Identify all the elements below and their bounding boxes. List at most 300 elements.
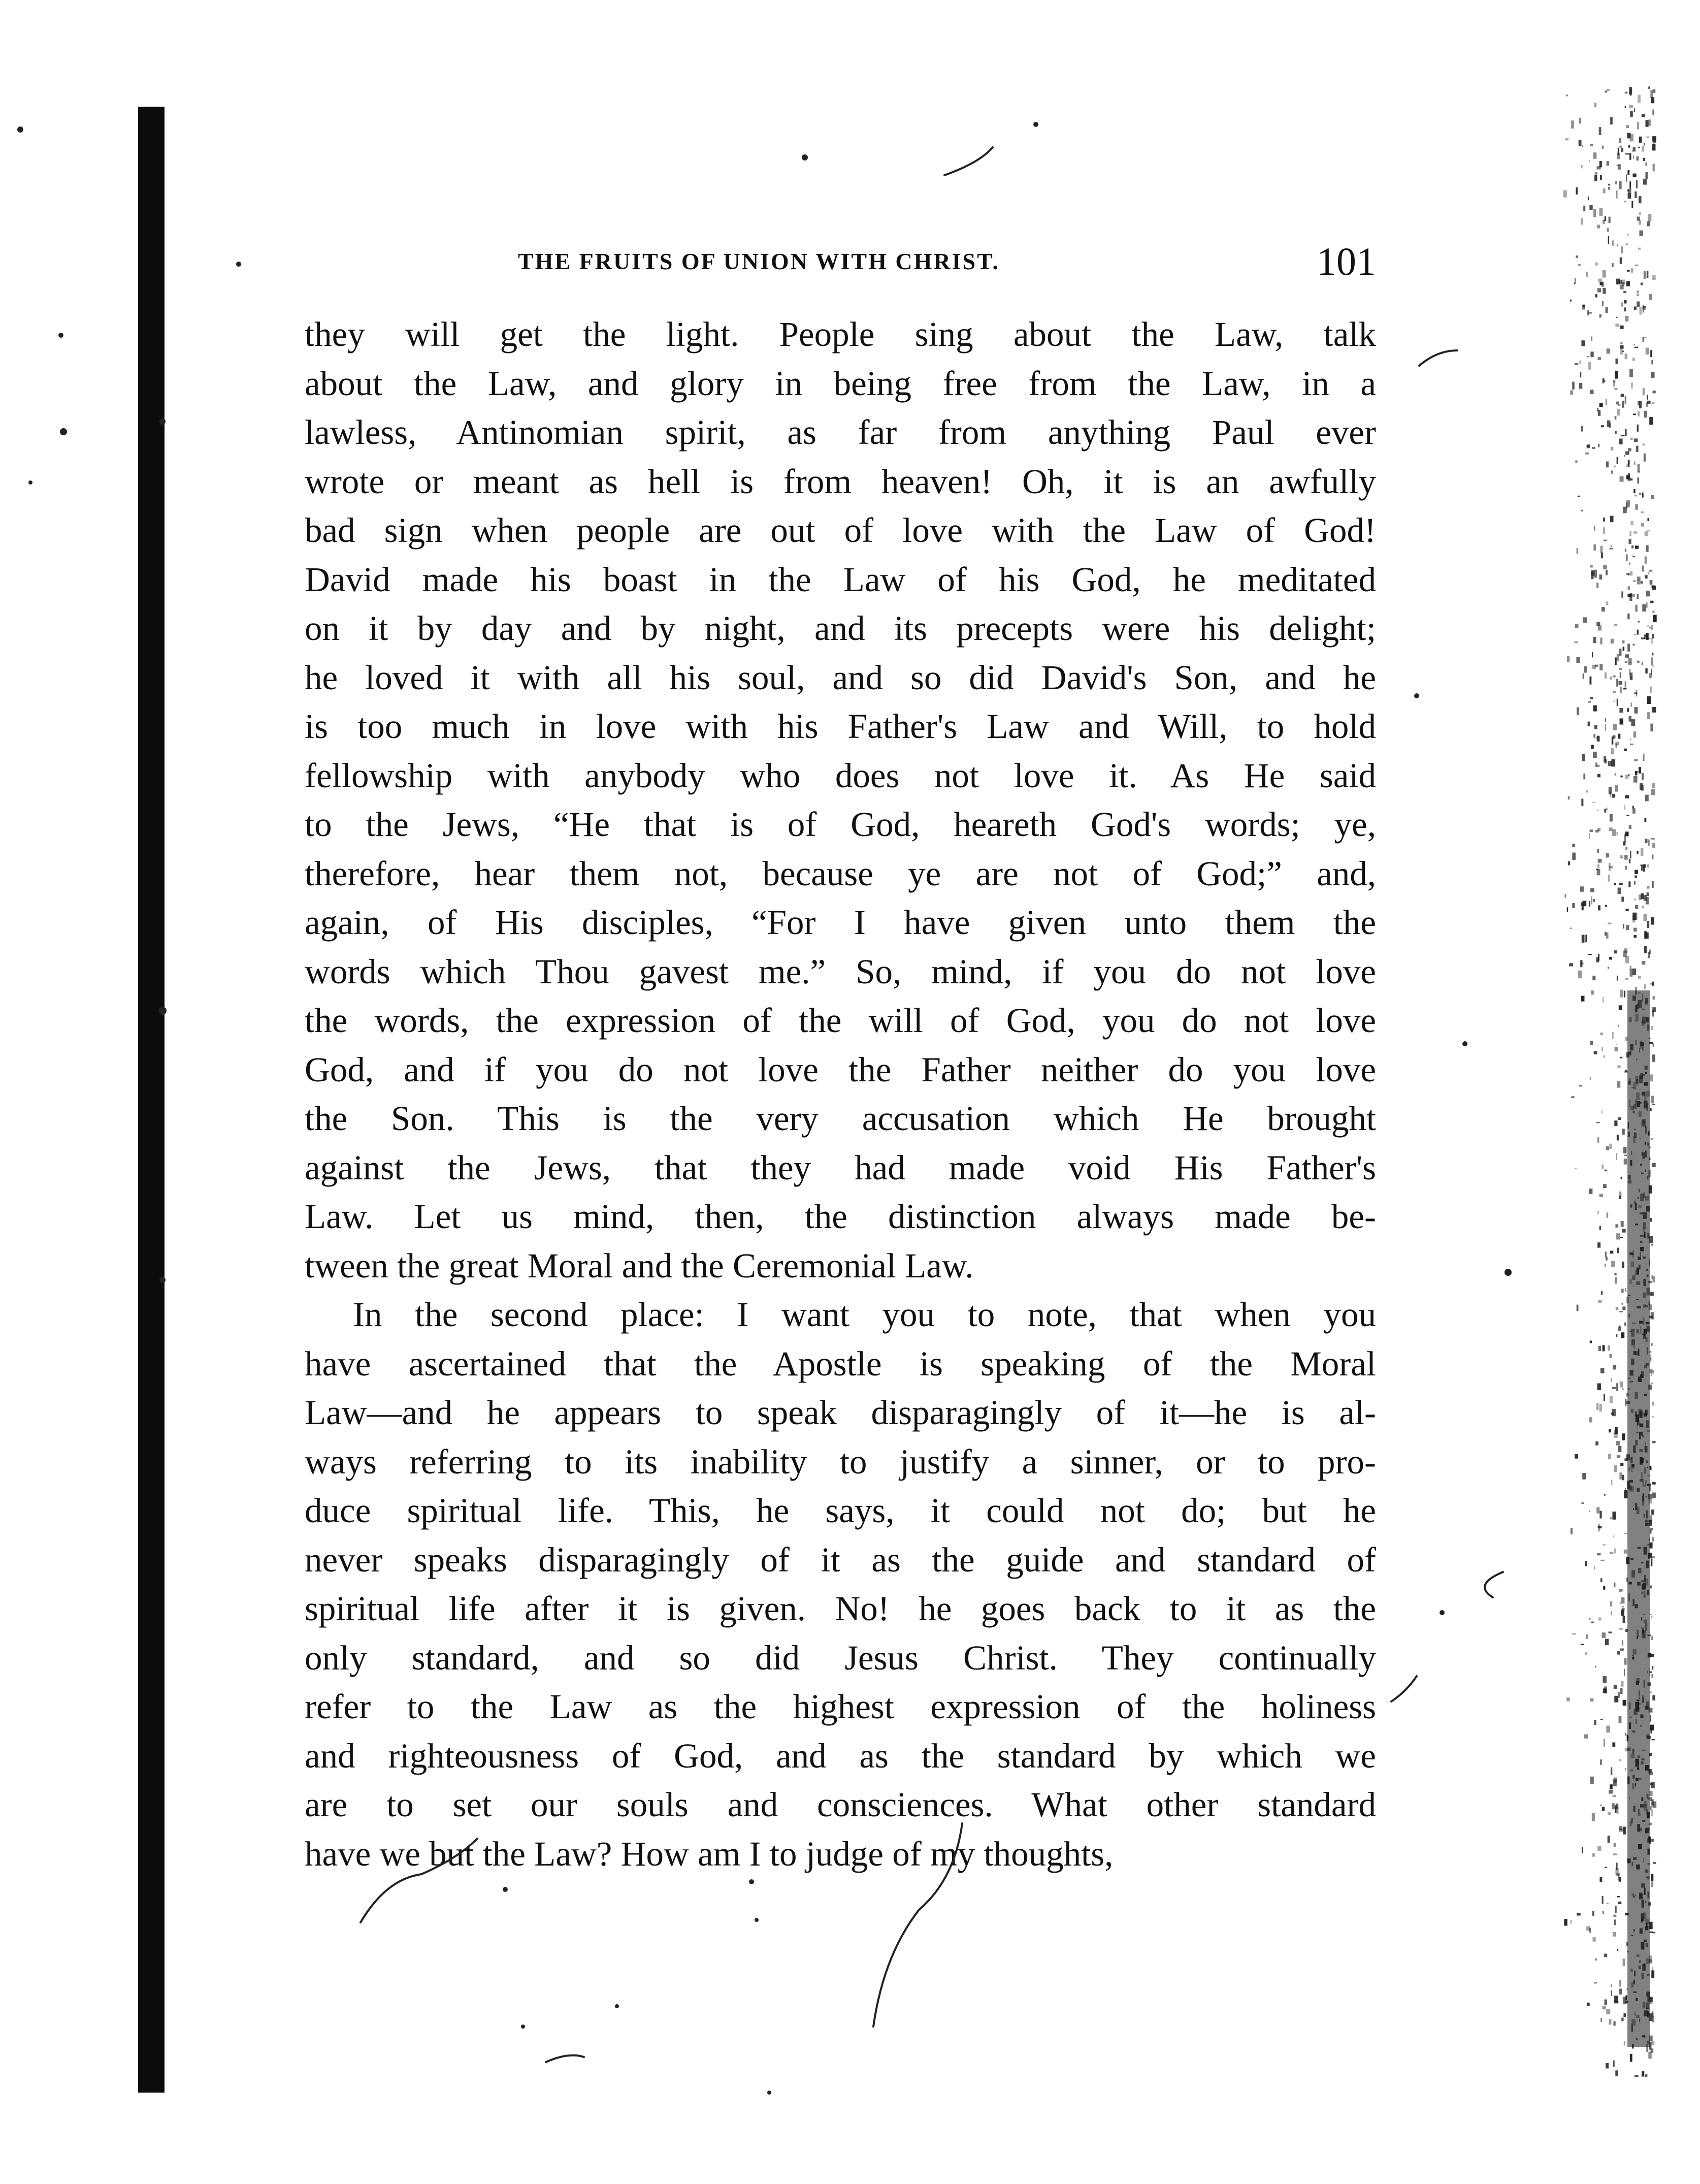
noise-speck [1631,201,1633,208]
noise-speck [1571,1528,1573,1535]
noise-speck [1624,201,1626,202]
noise-speck [1646,668,1648,673]
noise-speck [1623,647,1625,651]
noise-speck [1613,700,1615,701]
noise-speck [1587,356,1589,358]
noise-speck [1652,653,1653,656]
noise-speck [1633,776,1638,783]
noise-speck [1625,1288,1626,1292]
noise-speck [1652,136,1656,141]
noise-speck [1613,2061,1615,2067]
noise-speck [1638,248,1641,250]
noise-speck [1650,1528,1653,1531]
noise-speck [1649,673,1652,678]
noise-speck [1645,2074,1647,2077]
noise-speck [1623,1616,1625,1623]
noise-speck [1617,654,1619,661]
noise-speck [1576,657,1580,663]
noise-speck [1609,1144,1612,1149]
noise-speck [1607,1903,1609,1904]
noise-speck [1572,382,1575,390]
noise-speck [1587,2003,1590,2006]
noise-speck [1594,175,1597,181]
noise-speck [1591,570,1595,576]
noise-speck [1634,461,1636,465]
noise-speck [1591,745,1594,749]
noise-speck [1571,120,1574,129]
noise-speck [1620,348,1623,355]
noise-speck [1589,160,1590,162]
noise-speck [1629,153,1631,160]
noise-speck [1618,1025,1619,1027]
noise-speck [1564,1919,1567,1925]
noise-speck [1594,1051,1597,1054]
noise-speck [1624,805,1625,810]
noise-speck [1606,462,1609,468]
noise-speck [1590,144,1593,146]
noise-speck [1651,1026,1653,1030]
noise-speck [1652,783,1655,788]
noise-speck [1629,562,1630,565]
noise-speck [1632,969,1636,975]
noise-speck [1583,617,1587,623]
noise-speck [1650,1614,1652,1615]
noise-speck [1612,829,1616,836]
noise-speck [1623,1997,1626,2004]
noise-speck [1598,905,1600,910]
noise-speck [1647,271,1649,278]
noise-speck [1611,447,1613,451]
noise-speck [1625,1769,1626,1771]
text-line: to the Jews, “He that is of God, heareth God's words; ye, [305,805,1376,844]
noise-speck [1653,1862,1656,1864]
noise-speck [1604,1686,1607,1693]
noise-speck [1629,369,1633,377]
noise-speck [1599,1404,1602,1411]
noise-speck [1580,361,1582,364]
noise-speck [1652,611,1654,613]
noise-speck [1634,759,1638,761]
noise-speck [1649,627,1651,629]
paragraph-1 [305,310,1376,1290]
text-line: Law. Let us mind, then, the distinction always made be- [305,1197,1376,1236]
noise-speck [1640,231,1644,236]
noise-speck [1609,787,1612,794]
noise-speck [1608,1836,1610,1843]
noise-speck [1605,718,1606,722]
noise-speck [1592,447,1595,449]
noise-speck [1624,1533,1627,1534]
noise-speck [1629,825,1631,829]
noise-speck [1603,270,1606,278]
noise-speck [1621,394,1624,397]
noise-speck [1644,931,1647,939]
noise-speck [1652,1163,1655,1167]
noise-speck [1625,549,1626,552]
noise-speck [1620,1649,1624,1651]
body-text [305,310,1376,1878]
noise-speck [1589,1618,1591,1621]
noise-speck [1602,1896,1604,1904]
noise-speck [1590,565,1593,568]
noise-speck [1581,1644,1584,1645]
noise-speck [1651,638,1652,644]
noise-speck [1607,1212,1609,1218]
noise-speck [1652,1493,1656,1499]
noise-speck [1605,724,1606,731]
noise-speck [1652,1666,1654,1669]
noise-speck [1628,448,1631,451]
noise-speck [1598,625,1602,630]
noise-speck [1637,581,1641,585]
noise-speck [1598,357,1601,360]
noise-speck [1641,581,1643,584]
noise-speck [1590,1077,1591,1080]
noise-speck [1611,1480,1613,1485]
noise-speck [1642,443,1645,445]
noise-speck [1626,281,1630,286]
noise-speck [1631,702,1632,706]
noise-speck [1606,601,1609,605]
noise-speck [1641,523,1644,527]
noise-speck [1628,193,1631,199]
noise-speck [1601,425,1604,427]
speck [749,1879,754,1884]
noise-speck [1610,677,1612,680]
noise-speck [1568,861,1570,865]
noise-speck [1613,1535,1614,1537]
noise-speck [1578,264,1581,266]
noise-speck [1624,855,1628,859]
noise-speck [1595,1666,1596,1667]
noise-speck [1616,190,1617,199]
noise-speck [1592,802,1595,803]
noise-speck [1611,1990,1612,1996]
noise-speck [1595,830,1599,832]
noise-speck [1630,738,1631,740]
noise-speck [1622,1475,1624,1481]
noise-speck [1628,658,1632,665]
noise-speck [1642,565,1644,571]
noise-speck [1639,220,1641,225]
noise-speck [1607,348,1611,354]
noise-speck [1606,2009,1610,2014]
noise-speck [1612,1032,1613,1039]
noise-speck [1619,1980,1620,1986]
noise-speck [1612,1743,1615,1747]
noise-speck [1619,668,1622,670]
noise-speck [1575,1454,1578,1459]
noise-speck [1644,914,1647,921]
noise-speck [1610,1601,1613,1607]
noise-speck [1650,1728,1652,1734]
text-line: lawless, Antinomian spirit, as far from anything Paul ever [305,413,1376,452]
noise-speck [1651,1874,1654,1881]
noise-speck [1605,91,1608,93]
noise-speck [1600,1560,1605,1561]
noise-speck [1647,221,1650,227]
noise-speck [1619,138,1621,143]
noise-speck [1603,188,1606,194]
noise-speck [1634,307,1637,310]
noise-speck [1649,119,1651,125]
noise-speck [1630,851,1631,859]
noise-speck [1593,752,1597,758]
noise-speck [1617,153,1620,159]
noise-speck [1615,1047,1618,1051]
pen-stroke [1485,1572,1503,1597]
noise-speck [1630,744,1633,745]
noise-speck [1651,789,1655,795]
noise-speck [1650,90,1653,99]
noise-speck [1637,661,1640,663]
noise-speck [1617,1896,1620,1898]
noise-speck [1605,2000,1608,2005]
text-line: the Son. This is the very accusation which He brought [305,1099,1376,1138]
noise-speck [1637,594,1639,599]
noise-speck [1643,864,1646,868]
noise-speck [1650,1925,1652,1929]
noise-speck [1599,208,1603,216]
noise-speck [1603,1911,1604,1914]
noise-speck [1650,724,1653,732]
noise-speck [1570,391,1573,395]
noise-speck [1652,1370,1655,1373]
noise-speck [1594,725,1597,729]
noise-speck [1609,2019,1611,2025]
noise-speck [1627,234,1628,235]
noise-speck [1613,1932,1616,1937]
noise-speck [1651,1343,1653,1346]
noise-speck [1616,402,1619,405]
text-line: refer to the Law as the highest expression of the holiness [305,1687,1376,1726]
noise-speck [1605,672,1607,679]
noise-speck [1629,716,1631,722]
noise-speck [1640,307,1642,315]
noise-speck [1621,302,1623,307]
noise-speck [1579,383,1582,389]
noise-speck [1614,466,1616,467]
noise-speck [1643,337,1647,338]
noise-speck [1592,1813,1595,1821]
noise-speck [1609,957,1612,960]
noise-speck [1652,1674,1653,1678]
noise-speck [1620,672,1621,679]
noise-speck [1621,1597,1624,1603]
noise-speck [1613,1779,1617,1786]
noise-speck [1614,2000,1616,2001]
noise-speck [1595,1958,1597,1961]
noise-speck [1620,476,1624,482]
noise-speck [1628,573,1630,575]
speck [1462,1041,1467,1046]
noise-speck [1589,833,1590,839]
noise-speck [1624,1323,1626,1326]
noise-speck [1596,1507,1599,1513]
noise-speck [1641,848,1643,856]
noise-speck [1600,1033,1603,1035]
noise-speck [1636,913,1638,920]
noise-speck [1622,1433,1625,1440]
noise-speck [1604,1494,1606,1496]
noise-speck [1608,187,1610,189]
noise-speck [1607,89,1610,91]
noise-speck [1638,411,1640,416]
noise-speck [1621,897,1624,902]
noise-speck [1565,138,1568,140]
noise-speck [1638,147,1640,148]
noise-speck [1593,899,1595,902]
noise-speck [1592,1937,1595,1942]
noise-speck [1629,181,1631,189]
noise-speck [1608,967,1609,969]
noise-speck [1599,1226,1601,1230]
noise-speck [1606,2063,1609,2069]
noise-speck [1605,1867,1607,1868]
noise-speck [1622,1589,1623,1591]
noise-speck [1603,1545,1606,1546]
noise-speck [1630,438,1633,440]
noise-speck [1642,604,1646,612]
noise-speck [1597,869,1600,876]
noise-speck [1644,271,1646,279]
noise-speck [1625,847,1627,850]
noise-speck [1611,1377,1612,1382]
noise-speck [1615,371,1618,379]
noise-speck [1616,1334,1618,1337]
noise-speck [1605,905,1608,907]
noise-speck [1619,708,1623,713]
noise-speck [1591,336,1592,341]
noise-speck [1630,521,1633,525]
noise-speck [1616,1044,1617,1045]
noise-speck [1575,1168,1577,1169]
noise-speck [1649,294,1652,300]
noise-speck [1580,372,1581,377]
noise-speck [1636,446,1639,452]
noise-speck [1652,982,1654,986]
noise-speck [1594,103,1596,107]
noise-speck [1620,1688,1622,1694]
noise-speck [1644,143,1645,145]
noise-speck [1644,411,1647,417]
noise-speck [1614,624,1618,626]
noise-speck [1651,1881,1654,1887]
noise-speck [1568,796,1570,799]
noise-speck [1592,1911,1594,1916]
noise-speck [1619,1589,1622,1592]
noise-speck [1637,156,1639,160]
noise-speck [1619,1326,1621,1328]
noise-speck [1616,1804,1619,1809]
noise-speck [1621,1177,1622,1179]
noise-speck [1620,1057,1622,1058]
noise-speck [1647,696,1651,704]
noise-speck [1625,661,1628,663]
speck [755,1918,759,1922]
noise-speck [1653,391,1656,394]
noise-speck [1614,883,1616,886]
running-head: THE FRUITS OF UNION WITH CHRIST. [518,248,1000,274]
noise-speck [1613,381,1615,387]
noise-speck [1600,175,1602,180]
noise-speck [1590,1041,1593,1045]
noise-speck [1621,1221,1624,1227]
noise-speck [1646,633,1649,640]
noise-speck [1643,754,1645,761]
noise-speck [1624,834,1626,842]
noise-speck [1608,875,1610,882]
noise-speck [1584,666,1587,673]
noise-speck [1625,92,1627,94]
noise-speck [1571,1920,1572,1924]
noise-speck [1619,1005,1622,1010]
noise-speck [1622,401,1624,408]
noise-speck [1598,1526,1602,1528]
noise-speck [1582,146,1583,147]
noise-speck [1581,996,1585,1002]
noise-speck [1638,95,1641,103]
noise-speck [1629,662,1631,663]
noise-speck [1594,526,1595,531]
noise-speck [1648,86,1650,89]
text-line: In the second place: I want you to note, that when you [353,1295,1376,1334]
noise-speck [1625,429,1627,436]
noise-speck [1608,1345,1610,1351]
noise-speck [1598,278,1602,282]
noise-speck [1581,165,1583,168]
noise-speck [1610,1552,1614,1554]
noise-speck [1626,475,1630,479]
noise-speck [1595,172,1597,175]
noise-speck [1575,641,1578,643]
noise-speck [1608,923,1611,924]
noise-speck [1597,849,1599,853]
noise-speck [1583,206,1585,211]
noise-speck [1634,191,1637,198]
noise-speck [1575,460,1577,463]
noise-speck [1605,1639,1609,1645]
noise-speck [1618,1446,1621,1452]
noise-speck [1647,921,1649,928]
noise-speck [1652,143,1655,149]
noise-speck [1642,114,1645,117]
noise-speck [1608,236,1609,244]
noise-speck [1612,1387,1616,1389]
noise-speck [1600,2018,1601,2022]
noise-speck [1637,425,1639,432]
noise-speck [1637,851,1639,854]
noise-speck [1625,866,1626,870]
noise-speck [1626,554,1628,561]
noise-speck [1619,1759,1621,1761]
noise-speck [1625,775,1628,779]
noise-speck [1582,305,1585,310]
text-line: again, of His disciples, “For I have given unto them the [305,903,1376,942]
noise-speck [1577,1913,1581,1916]
noise-speck [1643,868,1645,872]
noise-speck [1593,637,1596,643]
noise-speck [1651,1509,1654,1515]
noise-speck [1633,731,1637,737]
noise-speck [1617,165,1620,166]
noise-speck [1609,1631,1612,1633]
noise-speck [1620,720,1623,725]
noise-speck [1643,306,1646,308]
noise-speck [1638,122,1639,130]
noise-speck [1630,969,1633,977]
noise-speck [1570,927,1572,928]
